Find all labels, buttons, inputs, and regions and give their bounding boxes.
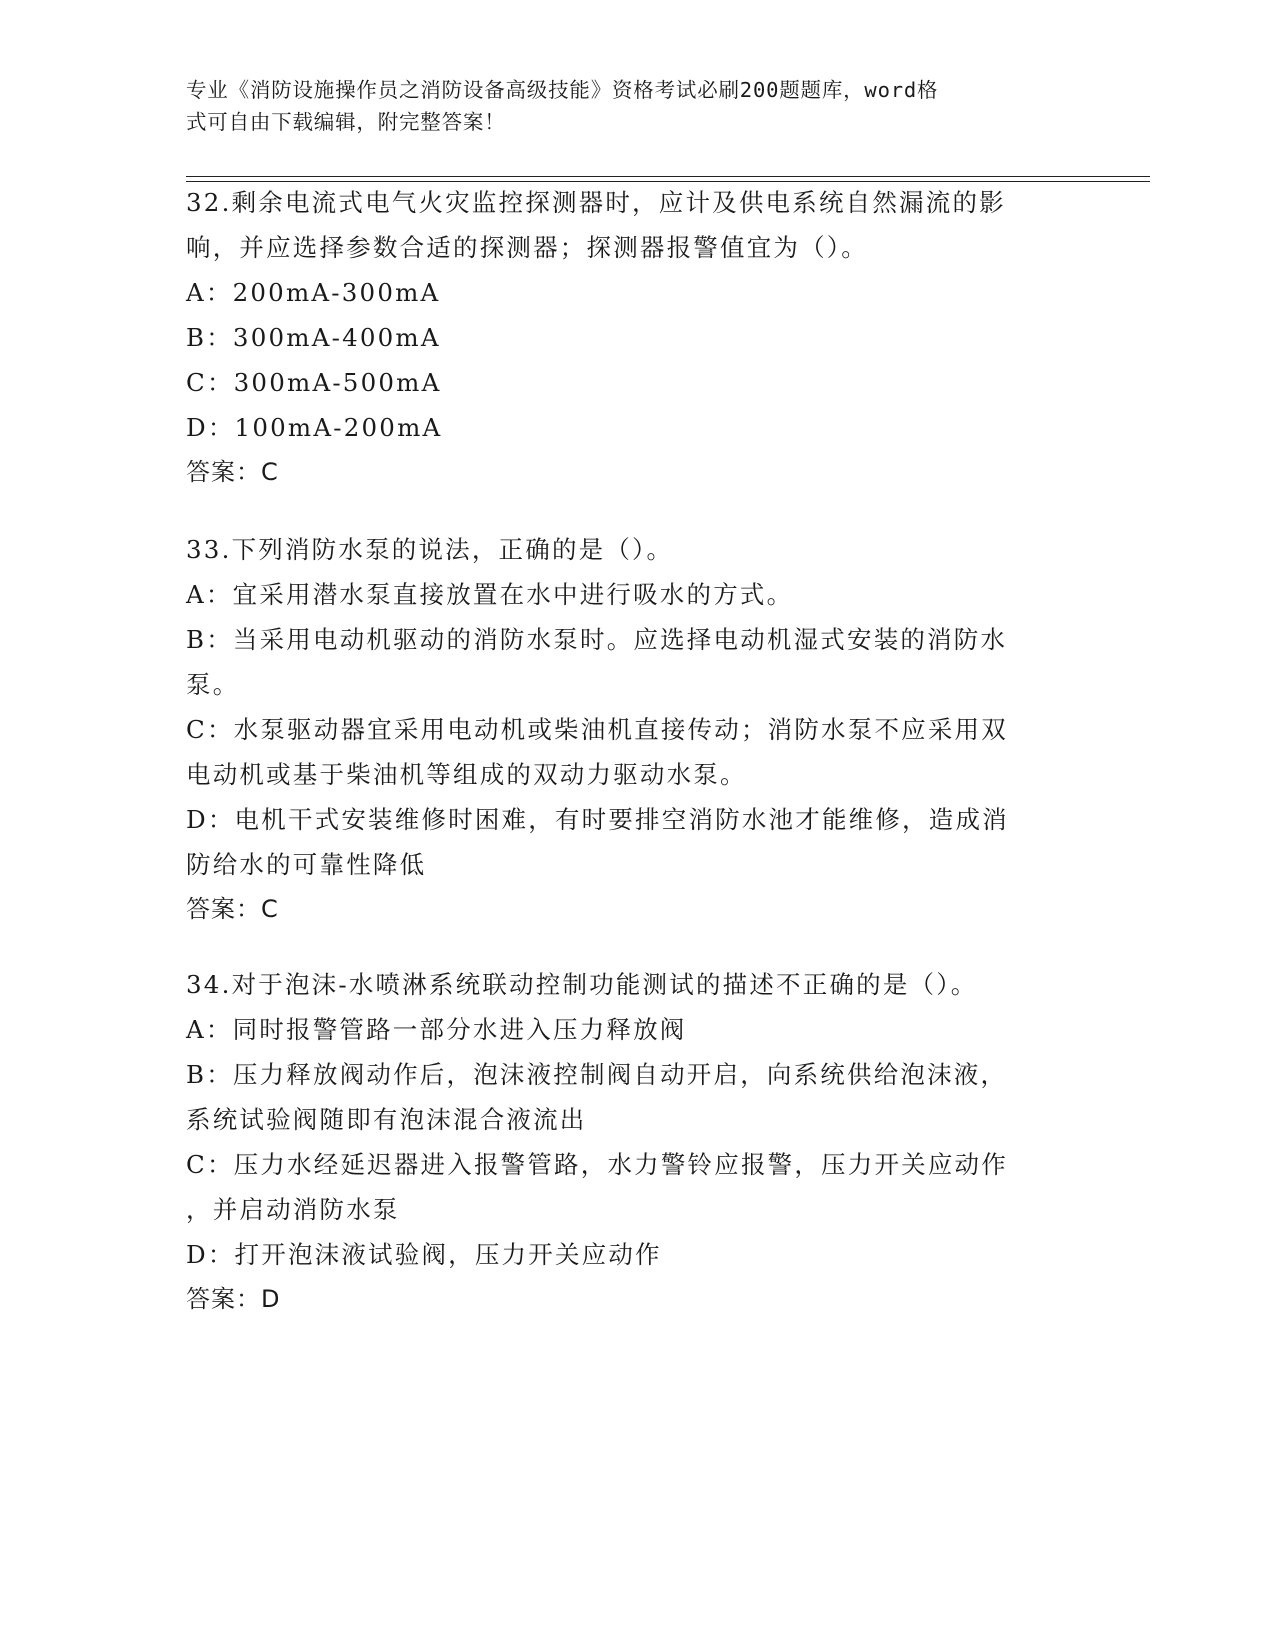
option-d: D：100mA-200mA <box>186 413 443 442</box>
option-d: D：电机干式安装维修时困难，有时要排空消防水池才能维修，造成消 <box>186 805 1009 834</box>
option-a: A：200mA-300mA <box>186 278 441 307</box>
option-b-cont: 泵。 <box>186 670 240 699</box>
question-stem: 33.下列消防水泵的说法，正确的是（）。 <box>186 535 674 564</box>
option-a: A：同时报警管路一部分水进入压力释放阀 <box>186 1015 687 1044</box>
answer-label: 答案：C <box>186 895 279 923</box>
header-line: 式可自由下载编辑，附完整答案！ <box>186 110 506 134</box>
question-32 <box>186 180 1066 495</box>
answer-label: 答案：C <box>186 458 279 486</box>
question-34 <box>186 962 1066 1322</box>
option-b: B：当采用电动机驱动的消防水泵时。应选择电动机湿式安装的消防水 <box>186 625 1008 654</box>
answer-label: 答案：D <box>186 1285 281 1313</box>
option-b-cont: 系统试验阀随即有泡沫混合液流出 <box>186 1105 587 1134</box>
option-d: D：打开泡沫液试验阀，压力开关应动作 <box>186 1240 662 1269</box>
document-header <box>186 74 1066 138</box>
question-stem: 32.剩余电流式电气火灾监控探测器时，应计及供电系统自然漏流的影 <box>186 188 1006 217</box>
question-stem: 34.对于泡沫-水喷淋系统联动控制功能测试的描述不正确的是（）。 <box>186 970 978 999</box>
question-stem: 响，并应选择参数合适的探测器；探测器报警值宜为（）。 <box>186 233 868 262</box>
option-c-cont: 电动机或基于柴油机等组成的双动力驱动水泵。 <box>186 760 747 789</box>
option-c-cont: ，并启动消防水泵 <box>186 1195 400 1224</box>
option-a: A：宜采用潜水泵直接放置在水中进行吸水的方式。 <box>186 580 794 609</box>
option-b: B：300mA-400mA <box>186 323 441 352</box>
option-c: C：压力水经延迟器进入报警管路，水力警铃应报警，压力开关应动作 <box>186 1150 1008 1179</box>
option-c: C：300mA-500mA <box>186 368 442 397</box>
option-b: B：压力释放阀动作后，泡沫液控制阀自动开启，向系统供给泡沫液， <box>186 1060 1008 1089</box>
header-divider <box>186 176 1150 177</box>
header-line: 专业《消防设施操作员之消防设备高级技能》资格考试必刷200题题库，word格 <box>186 78 939 102</box>
option-d-cont: 防给水的可靠性降低 <box>186 850 427 879</box>
question-33 <box>186 527 1066 932</box>
option-c: C：水泵驱动器宜采用电动机或柴油机直接传动；消防水泵不应采用双 <box>186 715 1008 744</box>
